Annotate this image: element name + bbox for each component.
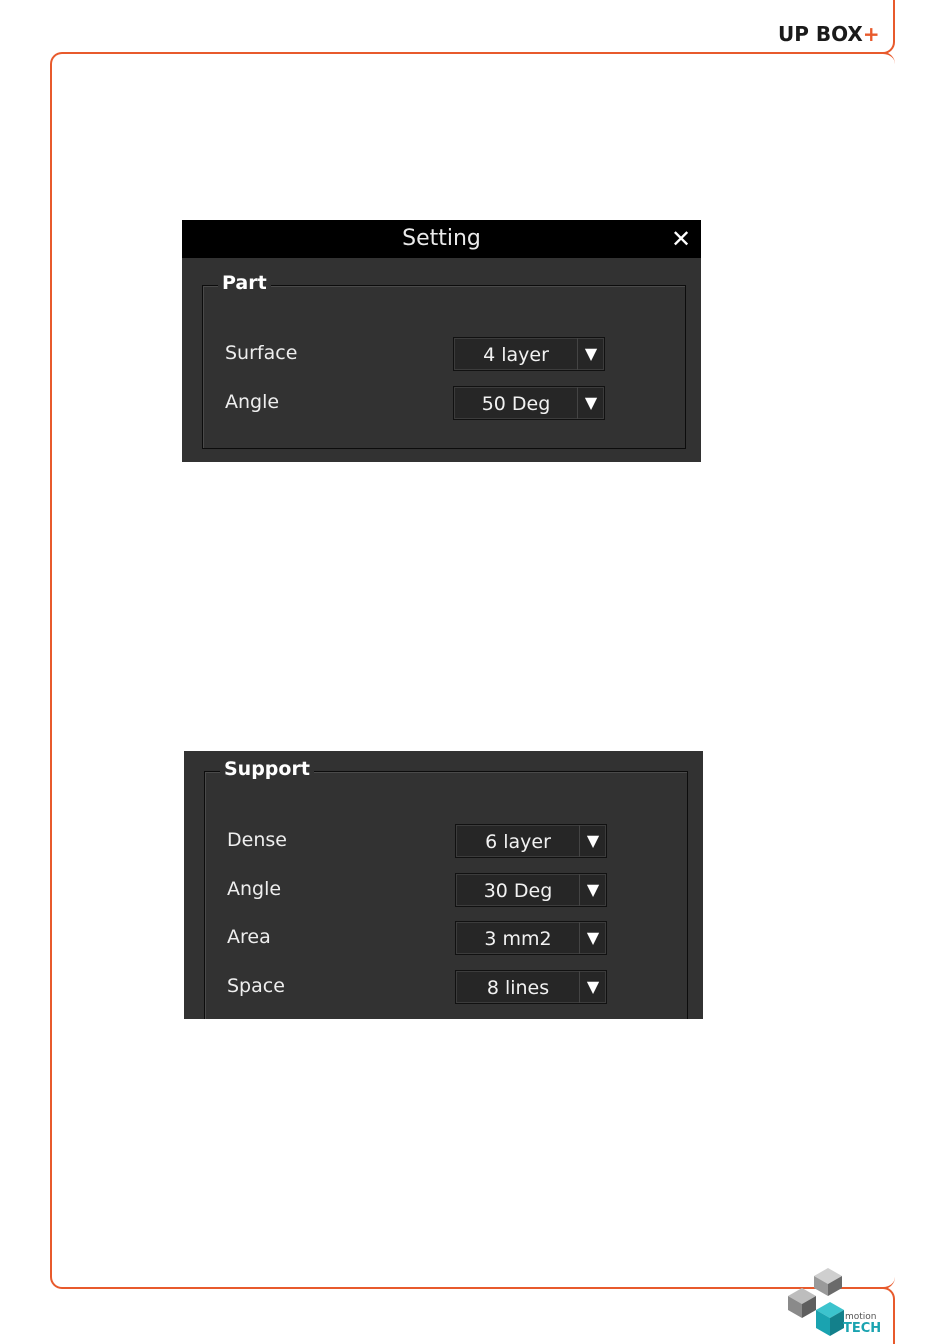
area-row: [227, 921, 667, 957]
part-angle-label: Angle: [225, 391, 280, 413]
dialog-title: Setting: [402, 226, 481, 251]
part-angle-value: 50 Deg: [481, 393, 551, 415]
chevron-down-icon[interactable]: ▼: [577, 338, 604, 370]
part-angle-row: [225, 386, 665, 422]
part-group-label: Part: [218, 272, 271, 294]
surface-label: Surface: [225, 342, 298, 364]
support-panel: [184, 751, 703, 1019]
support-group-label: Support: [220, 758, 314, 780]
support-angle-row: [227, 873, 667, 909]
close-icon[interactable]: ✕: [670, 225, 692, 253]
setting-dialog: [182, 220, 701, 462]
dense-label: Dense: [227, 829, 287, 851]
area-label: Area: [227, 926, 271, 948]
logo-text-tech: TECH: [843, 1321, 882, 1336]
logo-text-motion: motion: [845, 1312, 877, 1322]
chevron-down-icon[interactable]: ▼: [577, 387, 604, 419]
dense-row: [227, 824, 667, 860]
dense-dropdown[interactable]: [455, 824, 607, 858]
chevron-down-icon[interactable]: ▼: [579, 874, 606, 906]
part-angle-dropdown[interactable]: [453, 386, 605, 420]
space-value: 8 lines: [486, 977, 550, 999]
support-group: [204, 758, 688, 1019]
frame-corner-bottom: [881, 1287, 895, 1344]
support-angle-dropdown[interactable]: [455, 873, 607, 907]
part-group: [202, 272, 686, 449]
area-dropdown[interactable]: [455, 921, 607, 955]
surface-value: 4 layer: [483, 344, 549, 366]
brand-logo: UP BOX+: [778, 22, 880, 46]
frame-corner-top: [881, 0, 895, 54]
space-label: Space: [227, 975, 285, 997]
surface-row: [225, 337, 665, 373]
surface-dropdown[interactable]: [453, 337, 605, 371]
area-value: 3 mm2: [484, 928, 552, 950]
chevron-down-icon[interactable]: ▼: [579, 971, 606, 1003]
space-dropdown[interactable]: [455, 970, 607, 1004]
dialog-titlebar: [182, 220, 701, 258]
support-angle-label: Angle: [227, 878, 282, 900]
chevron-down-icon[interactable]: ▼: [579, 825, 606, 857]
chevron-down-icon[interactable]: ▼: [579, 922, 606, 954]
support-angle-value: 30 Deg: [483, 880, 553, 902]
dense-value: 6 layer: [485, 831, 551, 853]
space-row: [227, 970, 667, 1006]
